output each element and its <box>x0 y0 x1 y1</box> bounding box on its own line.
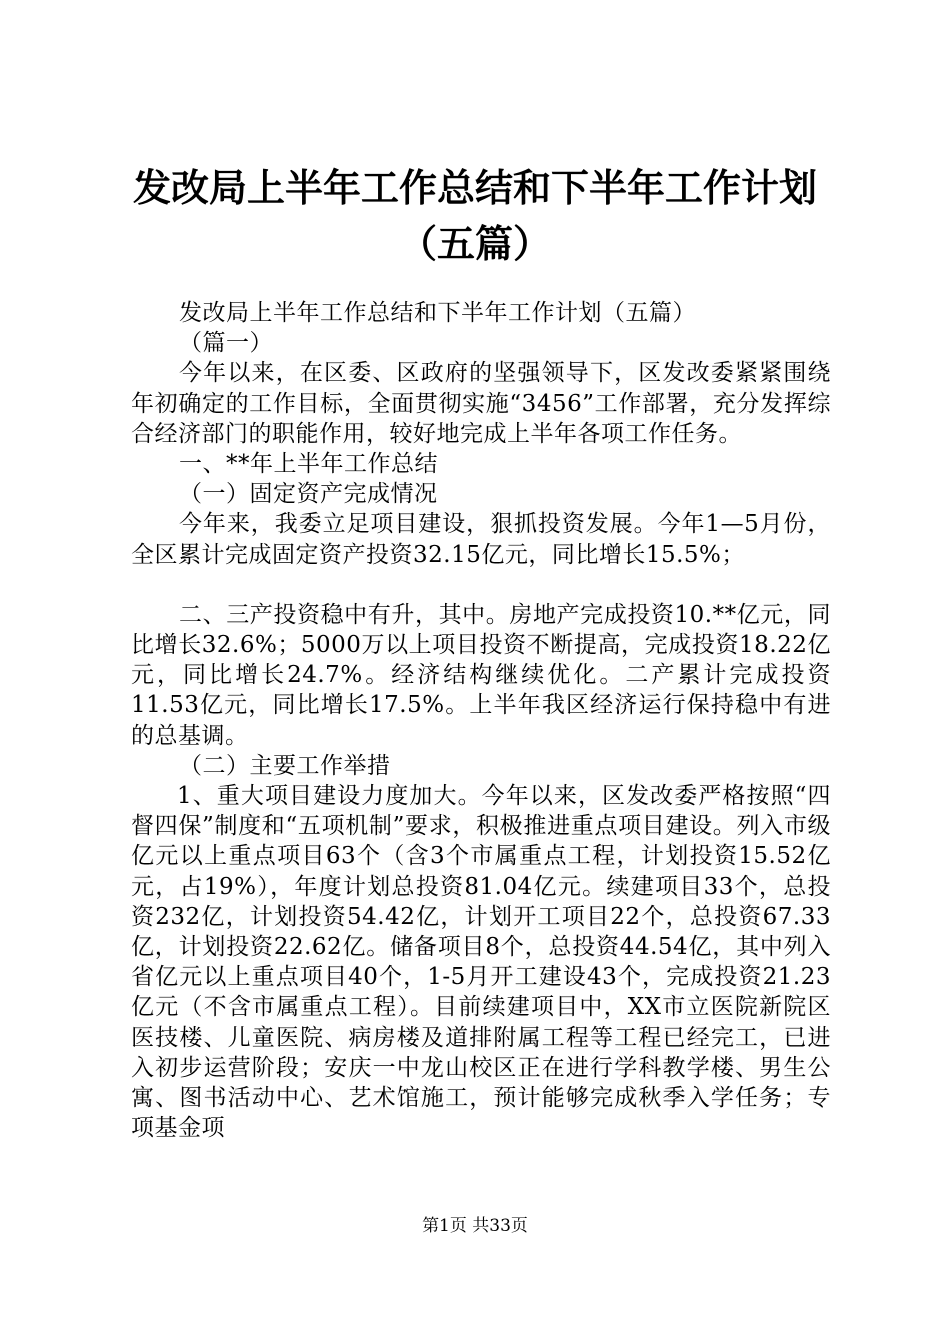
document-body <box>131 298 831 1143</box>
investment-paragraph: 二、三产投资稳中有升，其中。房地产完成投资10.**亿元，同比增长32.6%；5000万以上项目投资不断提高，完成投资18.22亿元，同比增长24.7%。经济结构继续优化。二产累计完成投资11.53亿元，同比增长17.5%。上半年我区经济运行保持稳中有进的总基调。 <box>131 601 831 749</box>
heading-main-measures: （二）主要工作举措 <box>179 752 391 779</box>
section-label-part-one: （篇一） <box>179 330 273 357</box>
document-title: 发改局上半年工作总结和下半年工作计划（五篇） <box>132 166 817 266</box>
heading-half-year-summary: 一、**年上半年工作总结 <box>179 451 438 478</box>
intro-paragraph: 今年以来，在区委、区政府的坚强领导下，区发改委紧紧围绕年初确定的工作目标，全面贯彻实施“3456”工作部署，充分发挥综合经济部门的职能作用，较好地完成上半年各项工作任务。 <box>131 360 831 447</box>
subtitle-paragraph: 发改局上半年工作总结和下半年工作计划（五篇） <box>179 300 696 326</box>
heading-fixed-assets: （一）固定资产完成情况 <box>179 481 438 508</box>
paragraph-gap <box>131 570 831 600</box>
page-footer: 第1页 共33页 <box>422 1216 528 1236</box>
major-projects-paragraph: 1、重大项目建设力度加大。今年以来，区发改委严格按照“四督四保”制度和“五项机制”要求，积极推进重点项目建设。列入市级亿元以上重点项目63个（含3个市属重点工程，计划投资15.52亿元，占19%），年度计划总投资81.04亿元。续建项目33个，总投资232亿，计划投资54.42亿，计划开工项目22个，总投资67.33亿，计划投资22.62亿。储备项目8个，总投资44.54亿，其中列入省亿元以上重点项目40个，1-5月开工建设43个，完成投资21.23亿元（不含市属重点工程）。目前续建项目中，XX市立医院新院区医技楼、儿童医院、病房楼及道排附属工程等工程已经完工，已进入初步运营阶段；安庆一中龙山校区正在进行学科教学楼、男生公寓、图书活动中心、艺术馆施工，预计能够完成秋季入学任务；专项基金项 <box>131 783 831 1142</box>
fixed-assets-paragraph: 今年来，我委立足项目建设，狠抓投资发展。今年1—5月份，全区累计完成固定资产投资32.15亿元，同比增长15.5%； <box>131 511 831 568</box>
